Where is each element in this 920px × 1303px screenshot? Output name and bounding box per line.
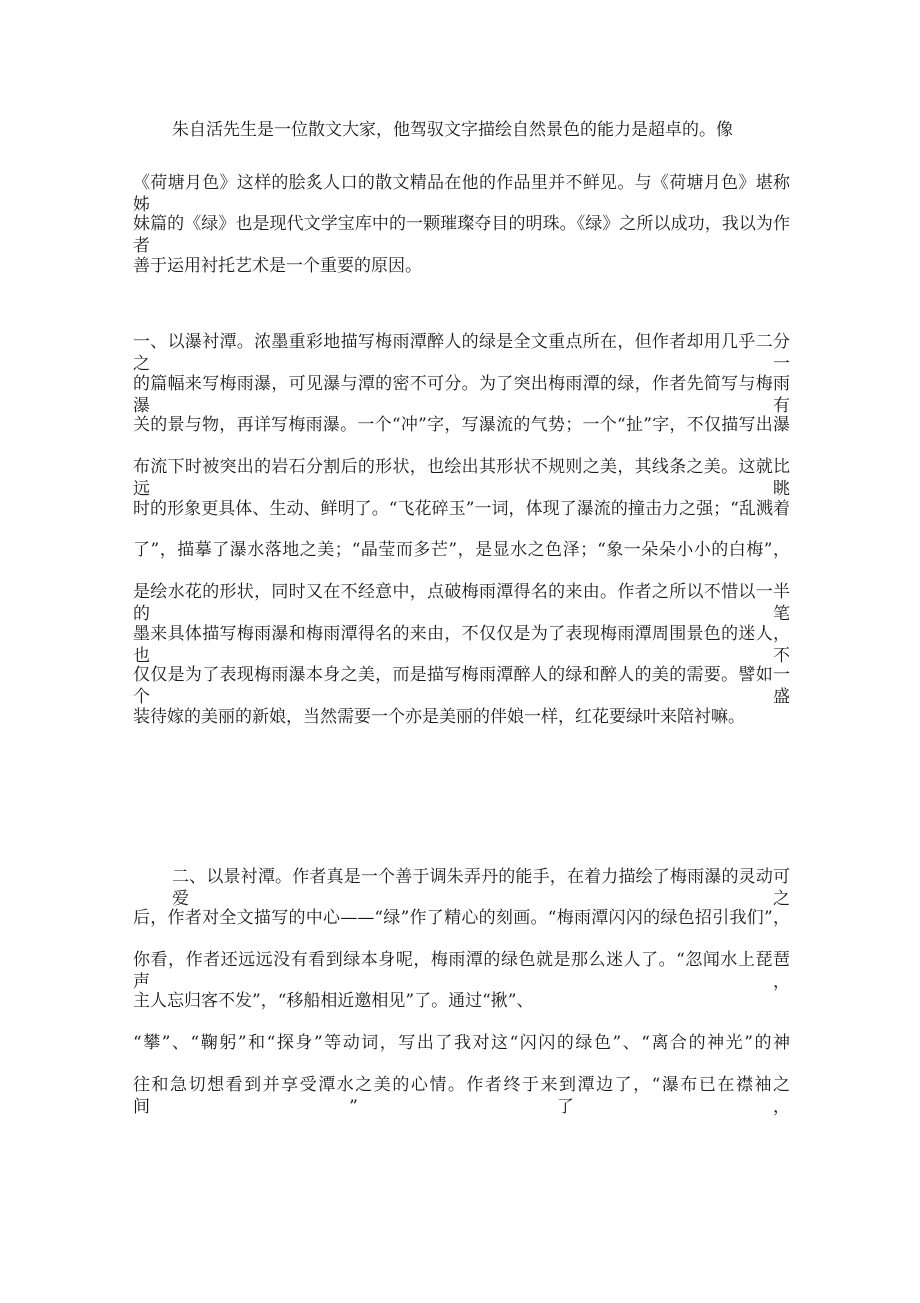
text-line: 了”，描摹了瀑水落地之美；“晶莹而多芒”，是显水之色泽；“象一朵朵小小的白梅”， [133, 540, 790, 560]
text-line: 善于运用衬托艺术是一个重要的原因。 [133, 256, 422, 276]
text-line: 布流下时被突出的岩石分割后的形状，也绘出其形状不规则之美，其线条之美。这就比远眺 [133, 457, 790, 499]
text-line: 是绘水花的形状，同时又在不经意中，点破梅雨潭得名的来由。作者之所以不惜以一半的笔 [133, 582, 790, 624]
text-line: 关的景与物，再详写梅雨瀑。一个“冲”字，写瀑流的气势；一个“扯”字，不仅描写出瀑 [133, 415, 790, 435]
text-line: 的篇幅来写梅雨瀑，可见瀑与潭的密不可分。为了突出梅雨潭的绿，作者先简写与梅雨瀑有 [133, 374, 790, 416]
text-line: 装待嫁的美丽的新娘，当然需要一个亦是美丽的伴娘一样，红花要绿叶来陪衬嘛。 [133, 707, 745, 727]
text-line: 一、以瀑衬潭。浓墨重彩地描写梅雨潭醉人的绿是全文重点所在，但作者却用几乎二分之一 [133, 332, 790, 374]
text-line: 主人忘归客不发”，“移船相近邀相见”了。通过“揪”、 [133, 991, 534, 1011]
text-line: 妹篇的《绿》也是现代文学宝库中的一颗璀璨夺目的明珠。《绿》之所以成功，我以为作者 [133, 214, 790, 256]
text-line: 朱自活先生是一位散文大家，他驾驭文字描绘自然景色的能力是超卓的。像 [172, 120, 733, 140]
text-line: 时的形象更具体、生动、鲜明了。“飞花碎玉”一词，体现了瀑流的撞击力之强；“乱溅着 [133, 499, 790, 519]
text-line: 二、以景衬潭。作者真是一个善于调朱弄丹的能手，在着力描绘了梅雨瀑的灵动可爱之 [172, 867, 790, 909]
text-line: 《荷塘月色》这样的脍炙人口的散文精品在他的作品里并不鲜见。与《荷塘月色》堪称姊 [133, 173, 790, 215]
text-line: 后，作者对全文描写的中心——“绿”作了精心的刻画。“梅雨潭闪闪的绿色招引我们”， [133, 908, 790, 928]
text-line: 往和急切想看到并享受潭水之美的心情。作者终于来到潭边了，“瀑布已在襟袖之间”了， [133, 1075, 790, 1117]
text-line: “攀”、“鞠躬”和“探身”等动词，写出了我对这“闪闪的绿色”、“离合的神光”的神 [133, 1033, 790, 1053]
text-line: 墨来具体描写梅雨瀑和梅雨潭得名的来由，不仅仅是为了表现梅雨潭周围景色的迷人，也不 [133, 624, 790, 666]
text-line: 仅仅是为了表现梅雨瀑本身之美，而是描写梅雨潭醉人的绿和醉人的美的需要。譬如一个盛 [133, 665, 790, 707]
text-line: 你看，作者还远远没有看到绿本身呢，梅雨潭的绿色就是那么迷人了。“忽闻水上琵琶声， [133, 950, 790, 992]
